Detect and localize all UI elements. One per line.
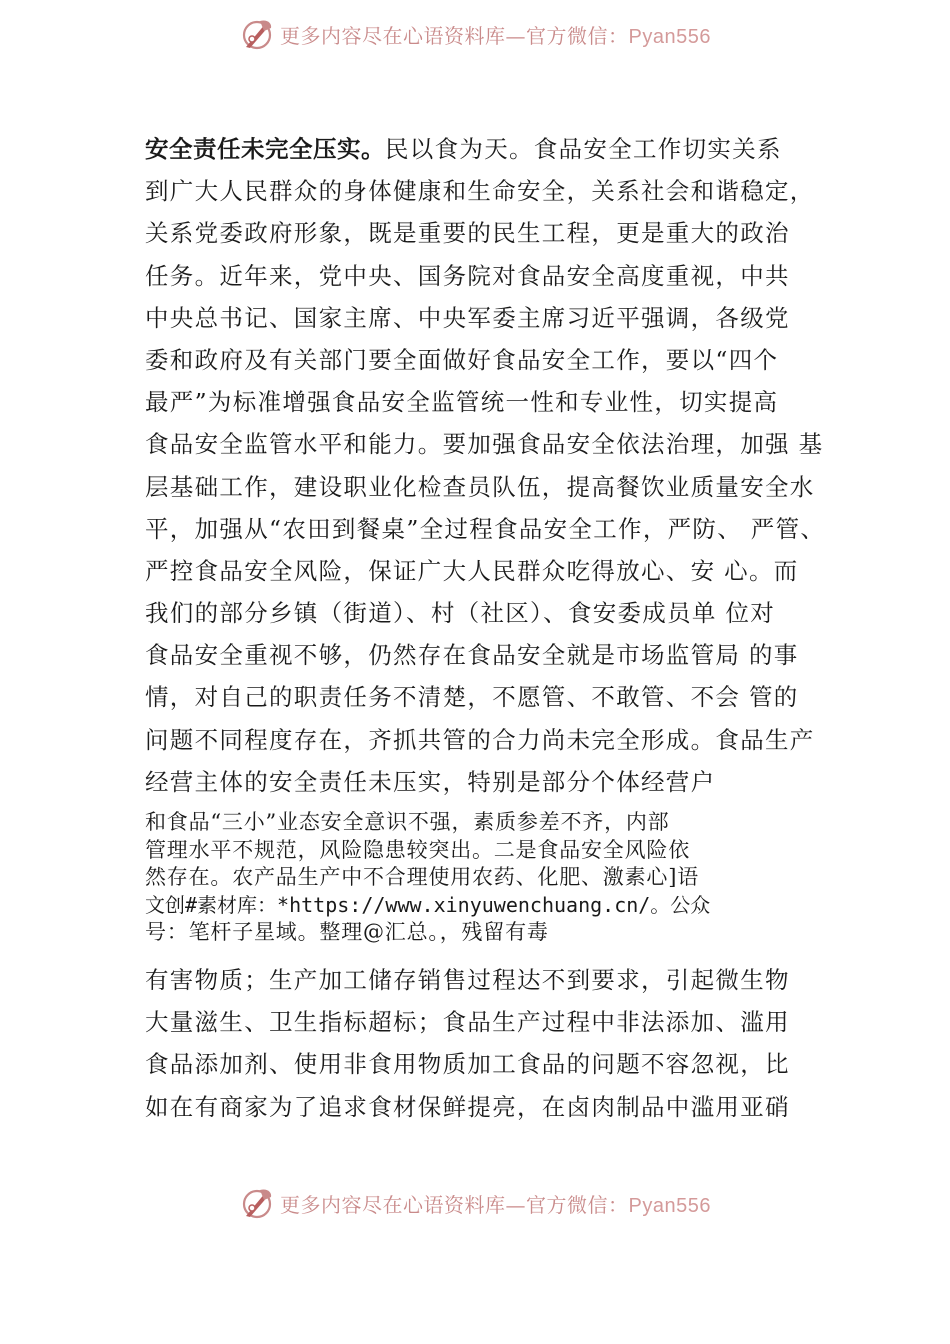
paragraph-line: 平，加强从“农田到餐桌”全过程食品安全工作，严防、 严管、	[145, 514, 826, 543]
paragraph-line: 有害物质；生产加工储存销售过程达不到要求，引起微生物	[145, 965, 790, 994]
paragraph-line: 到广大人民群众的身体健康和生命安全，关系社会和谐稳定，	[145, 177, 815, 206]
paragraph-line: 情，对自己的职责任务不清楚，不愿管、不敢管、不会 管的	[145, 683, 799, 712]
paragraph-line: 食品安全重视不够，仍然存在食品安全就是市场监管局 的事	[145, 641, 799, 670]
paragraph-continued	[145, 959, 835, 1128]
mid-line: 然存在。农产品生产中不合理使用农药、化肥、激素心]语	[145, 865, 699, 890]
footer-wechat-id: Pyan556	[628, 1194, 711, 1217]
paragraph-line: 大量滋生、卫生指标超标；食品生产过程中非法添加、滥用	[145, 1008, 790, 1037]
paragraph-line: 中央总书记、国家主席、中央军委主席习近平强调，各级党	[145, 303, 790, 332]
header-brand-text	[280, 20, 711, 49]
inserted-block	[145, 809, 835, 947]
paragraph-line: 委和政府及有关部门要全面做好食品安全工作，要以“四个	[145, 345, 779, 374]
paragraph-line: 我们的部分乡镇（街道）、村（社区）、食安委成员单 位对	[145, 599, 776, 628]
paragraph-line: 经营主体的安全责任未压实，特别是部分个体经营户	[145, 767, 716, 796]
paragraph-line: 最严”为标准增强食品安全监管统一性和专业性，切实提高	[145, 388, 779, 417]
paragraph-line: 食品添加剂、使用非食用物质加工食品的问题不容忽视，比	[145, 1050, 790, 1079]
paragraph-line: 问题不同程度存在，齐抓共管的合力尚未完全形成。食品生产	[145, 725, 815, 754]
document-body	[145, 128, 835, 1128]
paragraph-line: 关系党委政府形象，既是重要的民生工程，更是重大的政治	[145, 219, 790, 248]
section-heading: 安全责任未完全压实。	[145, 135, 385, 163]
paragraph-line: 层基础工作，建设职业化检查员队伍，提高餐饮业质量安全水	[145, 472, 815, 501]
footer-brand-text	[280, 1189, 711, 1218]
paragraph-line: 严控食品安全风险，保证广大人民群众吃得放心、安 心。而	[145, 556, 799, 585]
paragraph-line: 食品安全监管水平和能力。要加强食品安全依法治理，加强 基	[145, 430, 824, 459]
mid-line-url: 文创#素材库：*https://www.xinyuwenchuang.cn/。公众	[145, 892, 711, 917]
feather-pen-logo-icon	[240, 17, 274, 51]
header-wechat-id: Pyan556	[628, 25, 711, 48]
header-banner	[240, 14, 740, 54]
mid-line: 号：笔杆子星域。整理@汇总。，残留有毒	[145, 920, 549, 945]
mid-line: 和食品“三小”业态安全意识不强，素质参差不齐，内部	[145, 810, 670, 834]
paragraph-line	[145, 128, 835, 170]
paragraph-line: 任务。近年来，党中央、国务院对食品安全高度重视，中共	[145, 261, 790, 290]
mid-line: 管理水平不规范，风险隐患较突出。二是食品安全风险依	[145, 837, 690, 862]
footer-banner	[240, 1183, 740, 1223]
line-text: 民以食为天。食品安全工作切实关系	[385, 135, 782, 163]
header-brand-label: 更多内容尽在心语资料库—官方微信：	[280, 23, 629, 48]
feather-pen-logo-icon	[240, 1186, 274, 1220]
footer-brand-label: 更多内容尽在心语资料库—官方微信：	[280, 1192, 629, 1217]
paragraph-line: 如在有商家为了追求食材保鲜提亮，在卤肉制品中滥用亚硝	[145, 1092, 790, 1121]
